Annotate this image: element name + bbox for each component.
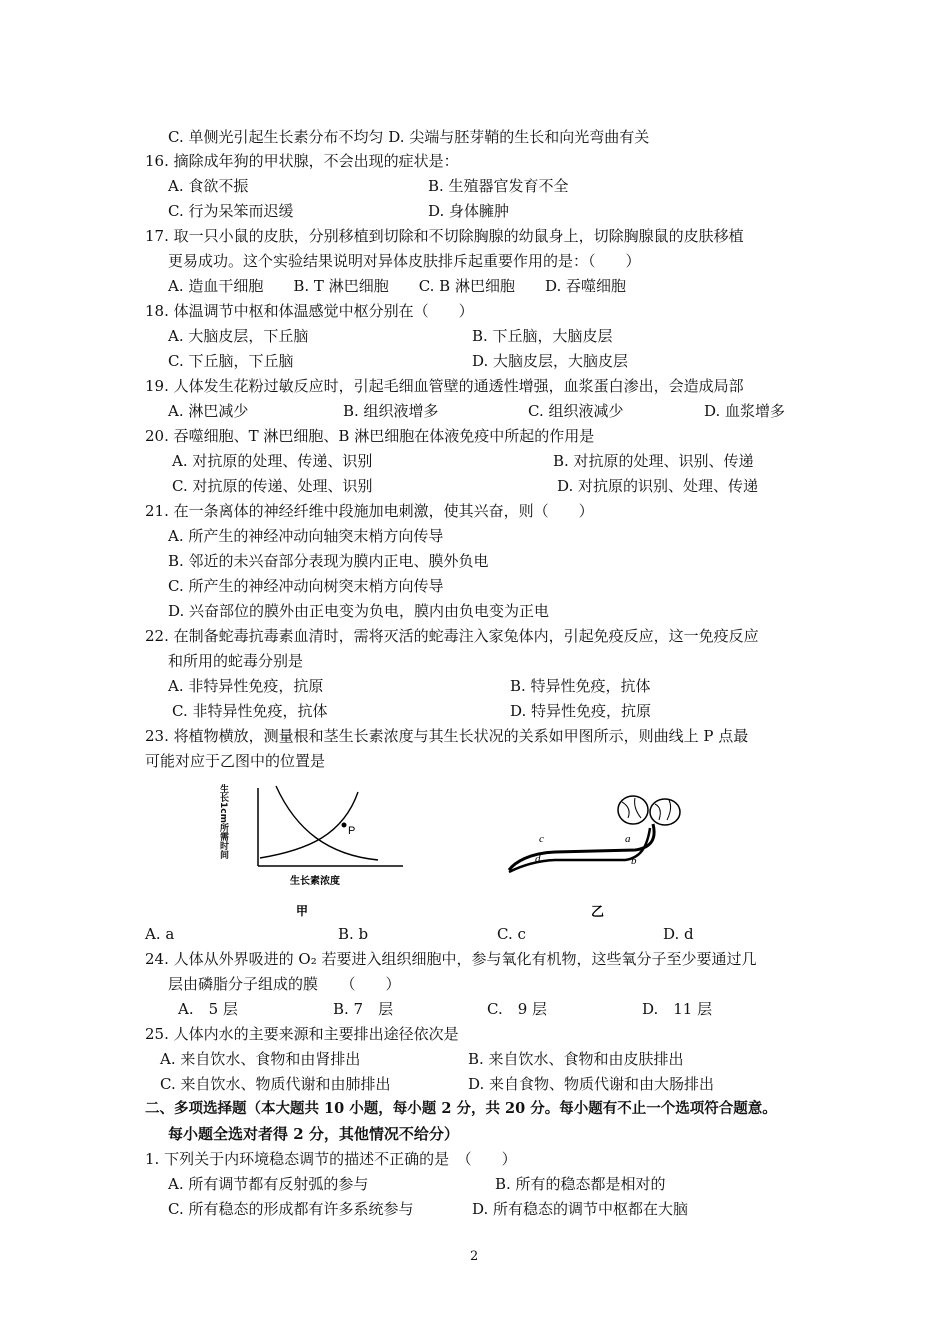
q21-option-c: C. 所产生的神经冲动向树突末梢方向传导 <box>168 577 444 595</box>
q23-option-d: D. d <box>663 925 694 943</box>
point-p <box>342 823 347 828</box>
leaf-cluster <box>618 796 680 825</box>
q24-option-d: D. 11 层 <box>642 1000 713 1018</box>
multi-question-1: 1. 下列关于内环境稳态调节的描述不正确的是 （ ） <box>145 1150 517 1168</box>
question-20: 20. 吞噬细胞、T 淋巴细胞、B 淋巴细胞在体液免疫中所起的作用是 <box>145 427 595 445</box>
q25-option-a: A. 来自饮水、食物和由肾排出 <box>160 1050 361 1068</box>
q22-option-d: D. 特异性免疫，抗原 <box>510 702 652 720</box>
m1-option-c: C. 所有稳态的形成都有许多系统参与 <box>168 1200 414 1218</box>
q18-option-a: A. 大脑皮层，下丘脑 <box>168 327 309 345</box>
question-23-cont: 可能对应于乙图中的位置是 <box>145 752 326 770</box>
q20-option-d: D. 对抗原的识别、处理、传递 <box>557 477 759 495</box>
yi-label-a: a <box>625 833 631 845</box>
figure-yi <box>495 790 690 922</box>
q20-option-c: C. 对抗原的传递、处理、识别 <box>172 477 373 495</box>
section-2-title-cont: 每小题全选对者得 2 分，其他情况不给分） <box>168 1125 459 1143</box>
root-curve <box>276 786 378 860</box>
q18-option-d: D. 大脑皮层，大脑皮层 <box>472 352 629 370</box>
question-17-cont: 更易成功。这个实验结果说明对异体皮肤排斥起重要作用的是：（ ） <box>168 252 641 270</box>
q25-option-b: B. 来自饮水、食物和由皮肤排出 <box>468 1050 684 1068</box>
question-18: 18. 体温调节中枢和体温感觉中枢分别在（ ） <box>145 302 474 320</box>
question-25: 25. 人体内水的主要来源和主要排出途径依次是 <box>145 1025 459 1043</box>
q22-option-b: B. 特异性免疫，抗体 <box>510 677 651 695</box>
jia-xlabel: 生长素浓度 <box>290 876 340 887</box>
figure-jia <box>218 780 408 922</box>
question-22-cont: 和所用的蛇毒分别是 <box>168 652 304 670</box>
q19-option-c: C. 组织液减少 <box>528 402 624 420</box>
m1-option-d: D. 所有稳态的调节中枢都在大脑 <box>472 1200 689 1218</box>
q22-option-a: A. 非特异性免疫，抗原 <box>168 677 324 695</box>
q23-option-b: B. b <box>338 925 369 943</box>
q16-option-a: A. 食欲不振 <box>168 177 249 195</box>
q19-option-d: D. 血浆增多 <box>704 402 786 420</box>
section-2-title: 二、多项选择题（本大题共 10 小题，每小题 2 分，共 20 分。每小题有不止一个选项符合题意。 <box>145 1100 777 1117</box>
q16-option-c: C. 行为呆笨而迟缓 <box>168 202 294 220</box>
jia-ylabel: 生长1cm所需时间 <box>218 784 228 859</box>
q19-option-b: B. 组织液增多 <box>343 402 439 420</box>
question-22: 22. 在制备蛇毒抗毒素血清时，需将灭活的蛇毒注入家兔体内，引起免疫反应，这一免疫反应 <box>145 627 759 645</box>
question-24-cont: 层由磷脂分子组成的膜 （ ） <box>168 975 401 993</box>
q20-option-a: A. 对抗原的处理、传递、识别 <box>172 452 373 470</box>
q16-option-d: D. 身体臃肿 <box>428 202 510 220</box>
q23-option-c: C. c <box>497 925 526 943</box>
q24-option-b: B. 7 层 <box>333 1000 394 1018</box>
question-21: 21. 在一条离体的神经纤维中段施加电刺激，使其兴奋，则（ ） <box>145 502 594 520</box>
question-19: 19. 人体发生花粉过敏反应时，引起毛细血管壁的通透性增强，血浆蛋白渗出，会造成局部 <box>145 377 744 395</box>
page-number: 2 <box>470 1249 479 1264</box>
q25-option-c: C. 来自饮水、物质代谢和由肺排出 <box>160 1075 391 1093</box>
q19-option-a: A. 淋巴减少 <box>168 402 249 420</box>
jia-caption: 甲 <box>296 904 309 918</box>
q18-option-b: B. 下丘脑，大脑皮层 <box>472 327 613 345</box>
point-p-label: P <box>348 825 356 837</box>
q24-option-c: C. 9 层 <box>487 1000 548 1018</box>
q17-options: A. 造血干细胞 B. T 淋巴细胞 C. B 淋巴细胞 D. 吞噬细胞 <box>168 277 627 295</box>
m1-option-a: A. 所有调节都有反射弧的参与 <box>168 1175 369 1193</box>
yi-label-d: d <box>535 853 541 865</box>
q21-option-d: D. 兴奋部位的膜外由正电变为负电，膜内由负电变为正电 <box>168 602 550 620</box>
q16-option-b: B. 生殖器官发育不全 <box>428 177 569 195</box>
question-17: 17. 取一只小鼠的皮肤，分别移植到切除和不切除胸腺的幼鼠身上，切除胸腺鼠的皮肤移植 <box>145 227 744 245</box>
question-24: 24. 人体从外界吸进的 O₂ 若要进入组织细胞中，参与氧化有机物，这些氧分子至少要通过几 <box>145 950 757 968</box>
q24-option-a: A. 5 层 <box>178 1000 238 1018</box>
q23-option-a: A. a <box>145 925 175 943</box>
question-16: 16. 摘除成年狗的甲状腺，不会出现的症状是： <box>145 152 459 170</box>
q22-option-c: C. 非特异性免疫，抗体 <box>172 702 328 720</box>
q21-option-a: A. 所产生的神经冲动向轴突末梢方向传导 <box>168 527 444 545</box>
q20-option-b: B. 对抗原的处理、识别、传递 <box>553 452 754 470</box>
q18-option-c: C. 下丘脑，下丘脑 <box>168 352 294 370</box>
q21-option-b: B. 邻近的未兴奋部分表现为膜内正电、膜外负电 <box>168 552 489 570</box>
yi-caption: 乙 <box>591 905 605 920</box>
m1-option-b: B. 所有的稳态都是相对的 <box>495 1175 666 1193</box>
q25-option-d: D. 来自食物、物质代谢和由大肠排出 <box>468 1075 715 1093</box>
question-23: 23. 将植物横放，测量根和茎生长素浓度与其生长状况的关系如甲图所示，则曲线上 P 点最 <box>145 727 749 745</box>
yi-label-c: c <box>539 833 544 845</box>
yi-label-b: b <box>631 855 637 867</box>
q15-option-cd: C. 单侧光引起生长素分布不均匀 D. 尖端与胚芽鞘的生长和向光弯曲有关 <box>168 128 650 146</box>
